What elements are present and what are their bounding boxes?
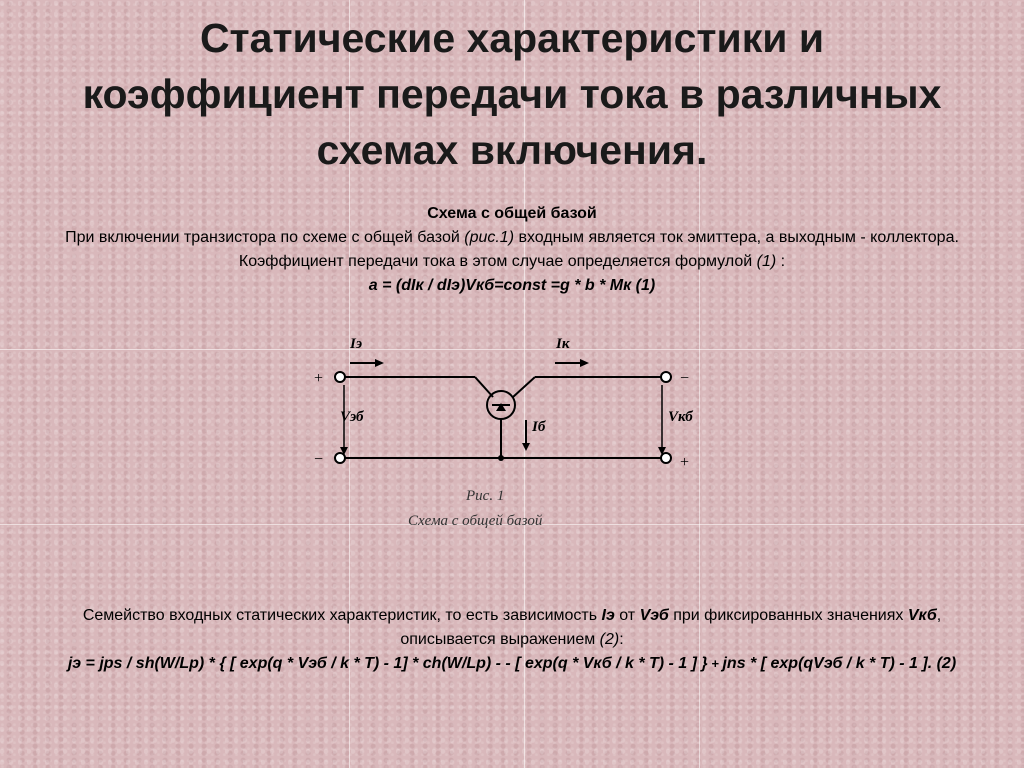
- ie-arrowhead: [375, 359, 384, 367]
- terminal-bottom-left: [335, 453, 345, 463]
- label-veb: Vэб: [340, 409, 364, 425]
- section-input-characteristics: [40, 604, 984, 676]
- para2-text-5: :: [619, 631, 624, 648]
- formula-reference: (1): [756, 253, 777, 270]
- label-ik: Iк: [556, 336, 570, 352]
- page-title: [20, 10, 1004, 178]
- term-vkb: Vкб: [907, 607, 937, 624]
- junction-dot: [498, 455, 504, 461]
- common-base-circuit-diagram: [300, 325, 720, 530]
- figure-caption-number: Рис. 1: [466, 488, 505, 504]
- para2-text-1: Семейство входных статических характеристик, то есть зависимость: [82, 607, 602, 624]
- paragraph-text-2: входным является ток эмиттера, а выходным - коллектора. Коэффициент передачи тока в этом случае определяется формулой: [238, 229, 959, 270]
- sign-plus-right: +: [680, 454, 690, 471]
- ib-arrowhead: [522, 443, 530, 451]
- sign-minus-right: −: [680, 370, 690, 387]
- paragraph-text-1: При включении транзистора по схеме с общей базой: [65, 229, 465, 246]
- title-line-3: схемах включения.: [316, 127, 708, 173]
- para2-text-3: при фиксированных значениях: [668, 607, 908, 624]
- formula-2: [40, 652, 984, 676]
- label-ib: Iб: [532, 419, 546, 435]
- formula-2-reference: (2): [599, 631, 620, 648]
- paragraph-text-3: :: [776, 253, 786, 270]
- ik-arrowhead: [580, 359, 589, 367]
- figure-caption-text: Схема с общей базой: [408, 513, 543, 529]
- terminal-top-left: [335, 372, 345, 382]
- para2-text-4: , описывается выражением: [400, 607, 942, 648]
- section-heading: Схема с общей базой: [427, 205, 597, 222]
- para2-text-2: от: [614, 607, 640, 624]
- formula-1: a = (dIк / dIэ)Vкб=const =g * b * Mк (1): [368, 277, 656, 294]
- terminal-top-right: [661, 372, 671, 382]
- section-common-base: [40, 202, 984, 298]
- term-ie: Iэ: [601, 607, 615, 624]
- formula-2-plus: +: [707, 656, 723, 671]
- emitter-lead: [475, 377, 493, 397]
- title-line-2: коэффициент передачи тока в различных: [82, 71, 942, 117]
- terminal-bottom-right: [661, 453, 671, 463]
- term-veb: Vэб: [639, 607, 669, 624]
- circuit-figure: [300, 325, 720, 530]
- section-paragraph: [40, 226, 984, 274]
- sign-plus-left: +: [314, 370, 324, 387]
- label-ie: Iэ: [350, 336, 363, 352]
- formula-2-part-a: jэ = jps / sh(W/Lp) * { [ exp(q * Vэб / k * T) - 1] * ch(W/Lp) - - [ exp(q * Vкб / k * T) - 1 ] }: [67, 655, 708, 672]
- label-vkb: Vкб: [668, 409, 693, 425]
- input-characteristics-paragraph: [40, 604, 984, 652]
- formula-2-part-b: jns * [ exp(qVэб / k * T) - 1 ]. (2): [722, 655, 957, 672]
- collector-lead: [513, 377, 535, 397]
- title-line-1: Статические характеристики и: [199, 15, 825, 61]
- figure-reference: (рис.1): [464, 229, 515, 246]
- sign-minus-left: −: [314, 451, 324, 468]
